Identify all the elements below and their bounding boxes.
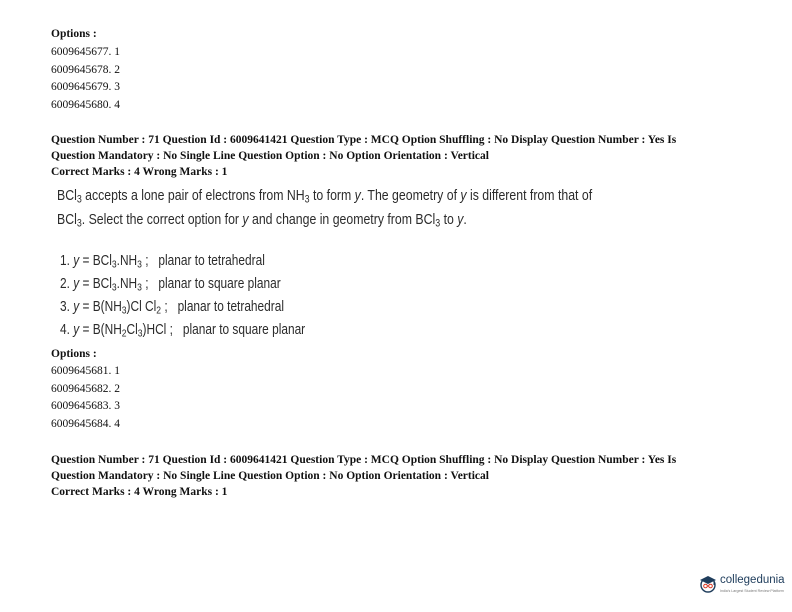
option-id: 6009645678. 2 bbox=[51, 63, 120, 76]
answer-choice: 2. $y = BCl_3.NH_3$ ; planar to square planar bbox=[60, 276, 281, 294]
question-meta-line: Question Mandatory : No Single Line Question Option : No Option Orientation : Vertical bbox=[51, 470, 489, 482]
answer-choice: 3. $y = B(NH_3)Cl$ $Cl_2$ ; planar to tetrahedral bbox=[60, 299, 284, 317]
collegedunia-logo bbox=[698, 572, 790, 602]
option-id: 6009645679. 3 bbox=[51, 81, 120, 93]
options-label: Options : bbox=[51, 348, 97, 360]
option-id: 6009645677. 1 bbox=[51, 46, 120, 58]
question-line: BCl$_3$. Select the correct option for y and change in geometry from BCl$_3$ to y. bbox=[57, 211, 467, 230]
question-meta-line: Question Number : 71 Question Id : 6009641421 Question Type : MCQ Option Shuffling : No Display Question Number : Yes Is bbox=[51, 454, 677, 466]
question-meta-line: Question Mandatory : No Single Line Question Option : No Option Orientation : Vertical bbox=[51, 150, 489, 162]
option-id: 6009645680. 4 bbox=[51, 98, 120, 111]
question-text bbox=[57, 184, 710, 232]
option-id: 6009645684. 4 bbox=[51, 417, 120, 430]
option-id: 6009645682. 2 bbox=[51, 382, 120, 395]
graduation-cap-icon bbox=[698, 574, 718, 594]
question-meta bbox=[51, 132, 751, 180]
options-list bbox=[51, 44, 120, 114]
question-meta bbox=[51, 452, 751, 500]
question-marks: Correct Marks : 4 Wrong Marks : 1 bbox=[51, 486, 228, 498]
answer-choices bbox=[60, 250, 359, 342]
logo-name: collegedunia bbox=[720, 574, 785, 586]
option-id: 6009645683. 3 bbox=[51, 400, 120, 412]
option-id: 6009645681. 1 bbox=[51, 365, 120, 377]
question-meta-line: Question Number : 71 Question Id : 6009641421 Question Type : MCQ Option Shuffling : No Display Question Number : Yes Is bbox=[51, 134, 677, 146]
options-label: Options : bbox=[51, 28, 97, 40]
question-line: BCl$_3$ accepts a lone pair of electrons from $NH_3$ to form y. The geometry of y is different from that of bbox=[57, 187, 593, 206]
question-marks: Correct Marks : 4 Wrong Marks : 1 bbox=[51, 166, 228, 178]
options-list bbox=[51, 363, 120, 433]
logo-tagline: India's Largest Student Review Platform bbox=[720, 589, 784, 593]
answer-choice: 4. $y = B(NH_2Cl_3)HCl$ ; planar to square planar bbox=[60, 322, 306, 340]
answer-choice: 1. $y = BCl_3.NH_3$ ; planar to tetrahedral bbox=[60, 253, 265, 271]
